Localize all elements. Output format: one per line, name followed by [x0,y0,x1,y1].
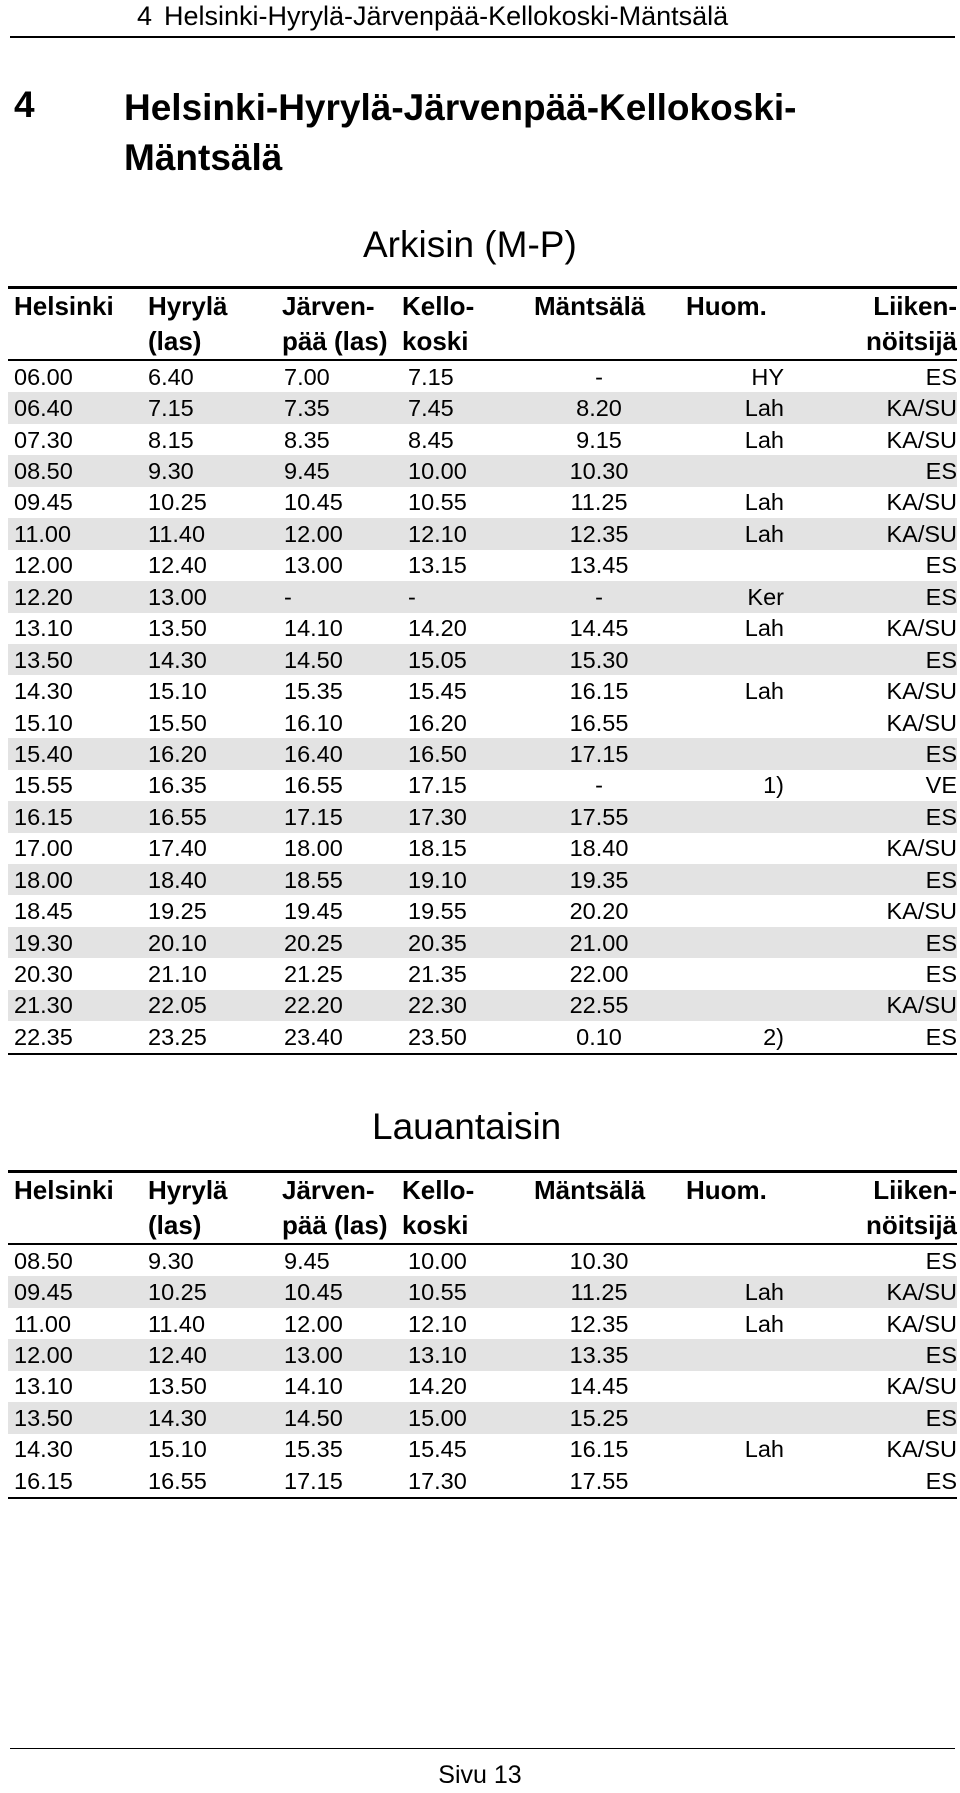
cell-mantsala: 15.25 [569,1404,629,1431]
table-row [8,392,957,423]
table-row [8,770,957,801]
cell-huom: HY [751,363,784,390]
cell-mantsala: 21.00 [569,929,629,956]
cell-liikennoitsija: ES [925,803,957,830]
cell-huom: Lah [744,1279,784,1306]
table-row [8,613,957,644]
table-row [8,1402,957,1433]
cell-helsinki: 16.15 [14,803,73,830]
column-header-liikennoitsija: nöitsijä [865,326,957,356]
cell-kellokoski: 12.10 [408,1310,467,1337]
table-row [8,424,957,455]
cell-liikennoitsija: KA/SU [886,1310,957,1337]
cell-huom: Lah [744,1436,784,1463]
cell-liikennoitsija: ES [925,1404,957,1431]
cell-helsinki: 06.40 [14,395,73,422]
cell-mantsala: 17.55 [569,803,629,830]
cell-kellokoski: 14.20 [408,1373,467,1400]
cell-kellokoski: 16.50 [408,740,467,767]
table-row [8,1465,957,1496]
cell-mantsala: 17.55 [569,1467,629,1494]
cell-mantsala: 22.55 [569,992,629,1019]
table-header [8,286,957,361]
table-row [8,581,957,612]
cell-mantsala: 22.00 [569,961,629,988]
saturday-heading: Lauantaisin [372,1106,562,1147]
cell-hyryla: 15.10 [148,1436,207,1463]
cell-mantsala: 17.15 [569,740,629,767]
cell-jarvenpaa: 9.45 [284,458,330,485]
cell-liikennoitsija: VE [925,772,957,799]
column-header-mantsala: Mäntsälä [534,1175,646,1205]
page-title-line-2: Mäntsälä [124,137,283,178]
running-header-number: 4 [137,1,153,31]
cell-huom: Lah [744,615,784,642]
cell-hyryla: 14.30 [148,646,207,673]
cell-jarvenpaa: 14.10 [284,1373,343,1400]
cell-hyryla: 10.25 [148,489,207,516]
cell-jarvenpaa: 17.15 [284,1467,343,1494]
cell-mantsala: 11.25 [570,489,628,516]
cell-liikennoitsija: ES [925,646,957,673]
section-number: 4 [14,84,35,125]
cell-mantsala: - [595,363,603,390]
table-row [8,895,957,926]
cell-mantsala: 13.45 [569,552,629,579]
cell-jarvenpaa: 20.25 [284,929,343,956]
cell-hyryla: 23.25 [148,1023,207,1050]
cell-helsinki: 09.45 [14,489,73,516]
cell-helsinki: 11.00 [14,1310,72,1337]
cell-hyryla: 22.05 [148,992,207,1019]
table-header [8,1170,957,1245]
cell-liikennoitsija: ES [925,1467,957,1494]
table-row [8,644,957,675]
table-row [8,675,957,706]
cell-jarvenpaa: 12.00 [284,520,343,547]
cell-hyryla: 9.30 [148,1247,194,1274]
cell-hyryla: 19.25 [148,898,207,925]
cell-helsinki: 08.50 [14,1247,73,1274]
table-row [8,707,957,738]
cell-huom: 1) [763,772,784,799]
table-row [8,518,957,549]
cell-kellokoski: 16.20 [408,709,467,736]
cell-liikennoitsija: ES [925,866,957,893]
cell-kellokoski: 17.30 [408,803,467,830]
cell-helsinki: 08.50 [14,458,73,485]
column-header-kellokoski: koski [402,326,469,356]
cell-helsinki: 06.00 [14,363,73,390]
cell-hyryla: 13.50 [148,1373,207,1400]
cell-jarvenpaa: 13.00 [284,552,343,579]
cell-jarvenpaa: - [284,583,292,610]
cell-kellokoski: 10.00 [408,1247,467,1274]
page-footer: Sivu 13 [438,1761,522,1789]
cell-kellokoski: 8.45 [408,426,454,453]
cell-kellokoski: 13.10 [408,1342,467,1369]
cell-liikennoitsija: KA/SU [886,395,957,422]
cell-helsinki: 16.15 [14,1467,73,1494]
column-header-huom [674,1208,804,1243]
cell-hyryla: 16.55 [148,803,207,830]
cell-jarvenpaa: 21.25 [284,961,343,988]
cell-helsinki: 14.30 [14,678,73,705]
cell-jarvenpaa: 10.45 [284,1279,343,1306]
cell-liikennoitsija: ES [925,929,957,956]
cell-liikennoitsija: ES [925,740,957,767]
cell-mantsala: 8.20 [576,395,622,422]
cell-jarvenpaa: 22.20 [284,992,343,1019]
cell-kellokoski: 21.35 [408,961,467,988]
table-header-row [8,324,957,359]
cell-jarvenpaa: 9.45 [284,1247,330,1274]
cell-helsinki: 13.50 [14,1404,73,1431]
cell-liikennoitsija: KA/SU [886,1373,957,1400]
cell-mantsala: 16.15 [569,1436,629,1463]
cell-mantsala: 18.40 [569,835,629,862]
cell-mantsala: 16.15 [569,678,629,705]
table-bottom-rule [8,1053,957,1055]
cell-helsinki: 11.00 [14,520,72,547]
cell-helsinki: 18.45 [14,898,73,925]
cell-hyryla: 16.35 [148,772,207,799]
cell-mantsala: 13.35 [569,1342,629,1369]
table-row [8,801,957,832]
running-header-text: Helsinki-Hyrylä-Järvenpää-Kellokoski-Mäntsälä [164,1,729,31]
cell-kellokoski: 12.10 [408,520,467,547]
column-header-helsinki: Helsinki [14,291,114,321]
column-header-jarvenpaa: pää (las) [282,326,388,356]
cell-liikennoitsija: KA/SU [886,1279,957,1306]
column-header-mantsala [524,324,674,359]
column-header-mantsala [524,1208,674,1243]
cell-kellokoski: 19.55 [408,898,467,925]
table-row [8,1434,957,1465]
cell-kellokoski: 10.55 [408,1279,467,1306]
cell-helsinki: 17.00 [14,835,73,862]
cell-mantsala: 20.20 [569,898,629,925]
column-header-hyryla: (las) [148,326,202,356]
cell-helsinki: 13.10 [14,1373,73,1400]
cell-hyryla: 8.15 [148,426,194,453]
cell-liikennoitsija: KA/SU [886,992,957,1019]
cell-jarvenpaa: 23.40 [284,1023,343,1050]
cell-mantsala: - [595,583,603,610]
header-rule [10,36,955,38]
cell-liikennoitsija: ES [925,1342,957,1369]
cell-jarvenpaa: 15.35 [284,1436,343,1463]
cell-jarvenpaa: 10.45 [284,489,343,516]
table-header-row [8,1208,957,1243]
column-header-huom [674,324,804,359]
cell-helsinki: 13.50 [14,646,73,673]
cell-kellokoski: 10.00 [408,458,467,485]
page-title [124,83,924,183]
cell-liikennoitsija: ES [925,458,957,485]
column-header-helsinki [8,1208,126,1243]
cell-huom: Ker [747,583,784,610]
cell-kellokoski: 15.05 [408,646,467,673]
cell-mantsala: 14.45 [569,615,629,642]
cell-hyryla: 11.40 [148,520,206,547]
cell-liikennoitsija: KA/SU [886,678,957,705]
column-header-hyryla: (las) [148,1210,202,1240]
cell-mantsala: 10.30 [569,458,629,485]
cell-kellokoski: 7.45 [408,395,454,422]
table-row [8,958,957,989]
cell-huom: Lah [744,1310,784,1337]
cell-mantsala: 19.35 [569,866,629,893]
cell-jarvenpaa: 7.00 [284,363,330,390]
cell-liikennoitsija: KA/SU [886,520,957,547]
cell-jarvenpaa: 16.40 [284,740,343,767]
cell-mantsala: 12.35 [569,1310,629,1337]
table-row [8,1339,957,1370]
cell-liikennoitsija: ES [925,961,957,988]
table-row [8,927,957,958]
cell-liikennoitsija: ES [925,363,957,390]
column-header-huom: Huom. [686,1175,767,1205]
cell-jarvenpaa: 14.10 [284,615,343,642]
cell-liikennoitsija: ES [925,583,957,610]
cell-jarvenpaa: 17.15 [284,803,343,830]
cell-jarvenpaa: 7.35 [284,395,330,422]
cell-huom: Lah [744,678,784,705]
table-row [8,455,957,486]
table-bottom-rule [8,1497,957,1499]
cell-helsinki: 22.35 [14,1023,73,1050]
cell-kellokoski: 15.45 [408,678,467,705]
cell-hyryla: 12.40 [148,1342,207,1369]
cell-jarvenpaa: 16.55 [284,772,343,799]
cell-helsinki: 13.10 [14,615,73,642]
table-row [8,361,957,392]
cell-huom: Lah [744,395,784,422]
cell-mantsala: 15.30 [569,646,629,673]
cell-hyryla: 15.10 [148,678,207,705]
cell-liikennoitsija: KA/SU [886,835,957,862]
table-row [8,550,957,581]
table-row [8,833,957,864]
cell-hyryla: 21.10 [148,961,207,988]
column-header-liikennoitsija: Liiken- [873,1175,957,1205]
cell-hyryla: 17.40 [148,835,207,862]
table-row [8,738,957,769]
column-header-helsinki [8,324,126,359]
column-header-jarvenpaa: Järven- [282,291,375,321]
cell-hyryla: 15.50 [148,709,207,736]
cell-kellokoski: 19.10 [408,866,467,893]
cell-hyryla: 7.15 [148,395,194,422]
cell-helsinki: 15.10 [14,709,73,736]
table-row [8,864,957,895]
table-row [8,487,957,518]
cell-kellokoski: 14.20 [408,615,467,642]
table-row [8,1308,957,1339]
table-row [8,1371,957,1402]
table-row [8,1021,957,1052]
cell-helsinki: 19.30 [14,929,73,956]
weekday-heading: Arkisin (M-P) [363,224,577,265]
cell-kellokoski: 7.15 [408,363,454,390]
column-header-hyryla: Hyrylä [148,1175,228,1205]
cell-liikennoitsija: ES [925,552,957,579]
cell-helsinki: 20.30 [14,961,73,988]
cell-mantsala: 11.25 [570,1279,628,1306]
table-header-row [8,289,957,324]
cell-hyryla: 10.25 [148,1279,207,1306]
cell-hyryla: 6.40 [148,363,194,390]
column-header-jarvenpaa: pää (las) [282,1210,388,1240]
cell-kellokoski: 10.55 [408,489,467,516]
cell-kellokoski: 15.00 [408,1404,467,1431]
cell-helsinki: 14.30 [14,1436,73,1463]
cell-helsinki: 15.40 [14,740,73,767]
cell-helsinki: 12.20 [14,583,73,610]
column-header-mantsala: Mäntsälä [534,291,646,321]
cell-mantsala: - [595,772,603,799]
cell-huom: Lah [744,426,784,453]
cell-hyryla: 9.30 [148,458,194,485]
cell-helsinki: 18.00 [14,866,73,893]
cell-jarvenpaa: 18.00 [284,835,343,862]
table-header-row [8,1173,957,1208]
cell-liikennoitsija: ES [925,1023,957,1050]
table-row [8,990,957,1021]
cell-kellokoski: 15.45 [408,1436,467,1463]
cell-jarvenpaa: 14.50 [284,646,343,673]
cell-liikennoitsija: KA/SU [886,426,957,453]
cell-kellokoski: 17.30 [408,1467,467,1494]
cell-helsinki: 09.45 [14,1279,73,1306]
column-header-kellokoski: koski [402,1210,469,1240]
cell-mantsala: 16.55 [569,709,629,736]
page-title-line-1: Helsinki-Hyrylä-Järvenpää-Kellokoski- [124,87,797,128]
cell-jarvenpaa: 14.50 [284,1404,343,1431]
cell-hyryla: 14.30 [148,1404,207,1431]
cell-mantsala: 0.10 [576,1023,622,1050]
cell-helsinki: 21.30 [14,992,73,1019]
cell-huom: Lah [744,520,784,547]
table-row [8,1245,957,1276]
cell-hyryla: 16.20 [148,740,207,767]
cell-mantsala: 14.45 [569,1373,629,1400]
cell-huom: Lah [744,489,784,516]
cell-helsinki: 07.30 [14,426,73,453]
cell-hyryla: 18.40 [148,866,207,893]
cell-kellokoski: 17.15 [408,772,467,799]
cell-kellokoski: - [408,583,416,610]
cell-helsinki: 12.00 [14,1342,73,1369]
column-header-jarvenpaa: Järven- [282,1175,375,1205]
column-header-huom: Huom. [686,291,767,321]
cell-liikennoitsija: KA/SU [886,709,957,736]
cell-mantsala: 10.30 [569,1247,629,1274]
weekday-timetable [8,286,957,1055]
cell-hyryla: 16.55 [148,1467,207,1494]
table-row [8,1276,957,1307]
cell-liikennoitsija: ES [925,1247,957,1274]
cell-kellokoski: 23.50 [408,1023,467,1050]
column-header-kellokoski: Kello- [402,1175,475,1205]
cell-hyryla: 12.40 [148,552,207,579]
cell-helsinki: 12.00 [14,552,73,579]
cell-liikennoitsija: KA/SU [886,615,957,642]
cell-jarvenpaa: 15.35 [284,678,343,705]
cell-jarvenpaa: 18.55 [284,866,343,893]
cell-kellokoski: 13.15 [408,552,467,579]
cell-hyryla: 11.40 [148,1310,206,1337]
column-header-kellokoski: Kello- [402,291,475,321]
cell-hyryla: 13.00 [148,583,207,610]
cell-jarvenpaa: 13.00 [284,1342,343,1369]
cell-kellokoski: 22.30 [408,992,467,1019]
cell-liikennoitsija: KA/SU [886,898,957,925]
cell-mantsala: 12.35 [569,520,629,547]
cell-liikennoitsija: KA/SU [886,1436,957,1463]
column-header-liikennoitsija: Liiken- [873,291,957,321]
cell-huom: 2) [763,1023,784,1050]
saturday-timetable [8,1170,957,1499]
cell-hyryla: 13.50 [148,615,207,642]
column-header-hyryla: Hyrylä [148,291,228,321]
column-header-liikennoitsija: nöitsijä [865,1210,957,1240]
cell-jarvenpaa: 19.45 [284,898,343,925]
cell-jarvenpaa: 16.10 [284,709,343,736]
cell-liikennoitsija: KA/SU [886,489,957,516]
column-header-helsinki: Helsinki [14,1175,114,1205]
cell-kellokoski: 18.15 [408,835,467,862]
cell-hyryla: 20.10 [148,929,207,956]
cell-helsinki: 15.55 [14,772,73,799]
cell-jarvenpaa: 12.00 [284,1310,343,1337]
footer-rule [10,1748,955,1749]
cell-mantsala: 9.15 [576,426,622,453]
cell-kellokoski: 20.35 [408,929,467,956]
cell-jarvenpaa: 8.35 [284,426,330,453]
